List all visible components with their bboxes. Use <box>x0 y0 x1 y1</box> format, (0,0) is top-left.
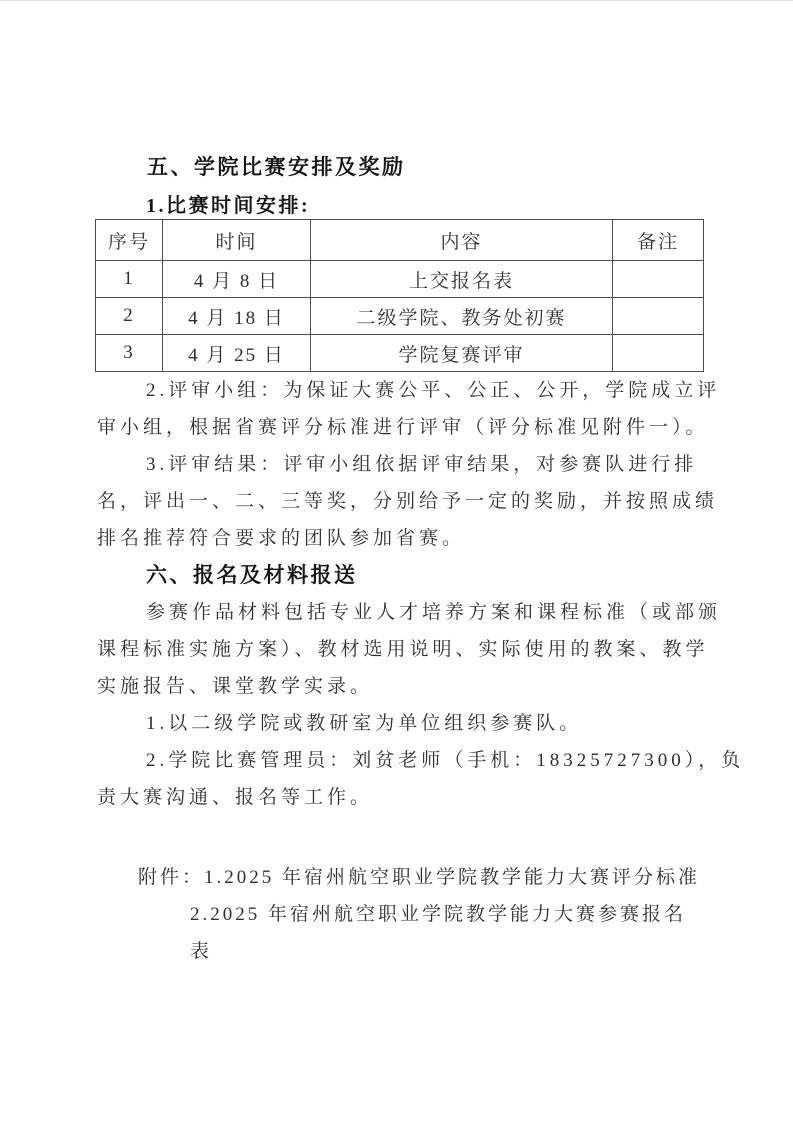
attachment-line <box>97 896 757 933</box>
cell-index: 1 <box>96 261 163 298</box>
attachments-block <box>97 859 757 970</box>
registration-item2-line: 2.学院比赛管理员：刘贫老师（手机：18325727300），负 <box>146 750 745 771</box>
cell-index: 2 <box>96 298 163 335</box>
attachment-line <box>97 859 757 896</box>
registration-item1-line: 1.以二级学院或教研室为单位组织参赛队。 <box>146 713 583 734</box>
col-header-index: 序号 <box>96 220 163 261</box>
cell-time: 4 月 18 日 <box>163 298 311 335</box>
para-materials-line: 课程标准实施方案）、教材选用说明、实际使用的教案、教学 <box>97 639 709 660</box>
section5-heading: 五、学院比赛安排及奖励 <box>147 156 406 179</box>
body-text-block <box>97 372 745 816</box>
cell-remarks <box>613 335 704 372</box>
cell-content: 二级学院、教务处初赛 <box>311 298 613 335</box>
para-materials-line: 实施报告、课堂教学实录。 <box>97 676 374 697</box>
registration-item2-line: 责大赛沟通、报名等工作。 <box>97 787 374 808</box>
attachment-item-2: 2.2025 年宿州航空职业学院教学能力大赛参赛报名 <box>190 904 687 925</box>
cell-time: 4 月 25 日 <box>163 335 311 372</box>
table-header-row <box>96 220 704 261</box>
section6-heading: 六、报名及材料报送 <box>146 564 358 587</box>
col-header-time: 时间 <box>163 220 311 261</box>
attachment-item-2-wrap: 表 <box>190 941 213 962</box>
para-review-group-line: 2.评审小组：为保证大赛公平、公正、公开，学院成立评 <box>146 380 721 401</box>
para-review-result-line: 名，评出一、二、三等奖，分别给予一定的奖励，并按照成绩 <box>97 491 719 512</box>
cell-content: 学院复赛评审 <box>311 335 613 372</box>
cell-content: 上交报名表 <box>311 261 613 298</box>
cell-index: 3 <box>96 335 163 372</box>
cell-remarks <box>613 298 704 335</box>
cell-remarks <box>613 261 704 298</box>
attachment-item-1: 1.2025 年宿州航空职业学院教学能力大赛评分标准 <box>204 867 701 888</box>
attachment-line <box>97 933 757 970</box>
para-review-result-line: 3.评审结果：评审小组依据评审结果，对参赛队进行排 <box>146 454 698 475</box>
table-row <box>96 335 704 372</box>
para-materials-line: 参赛作品材料包括专业人才培养方案和课程标准（或部颁 <box>146 602 722 623</box>
para-review-result-line: 排名推荐符合要求的团队参加省赛。 <box>97 528 466 549</box>
col-header-remarks: 备注 <box>613 220 704 261</box>
cell-time: 4 月 8 日 <box>163 261 311 298</box>
para-review-group-line: 审小组，根据省赛评分标准进行评审（评分标准见附件一）。 <box>97 417 709 438</box>
col-header-content: 内容 <box>311 220 613 261</box>
attachments-label: 附件： <box>138 867 205 888</box>
table-row <box>96 298 704 335</box>
schedule-subheading: 1.比赛时间安排: <box>146 195 311 217</box>
table-row <box>96 261 704 298</box>
schedule-table <box>95 219 704 372</box>
